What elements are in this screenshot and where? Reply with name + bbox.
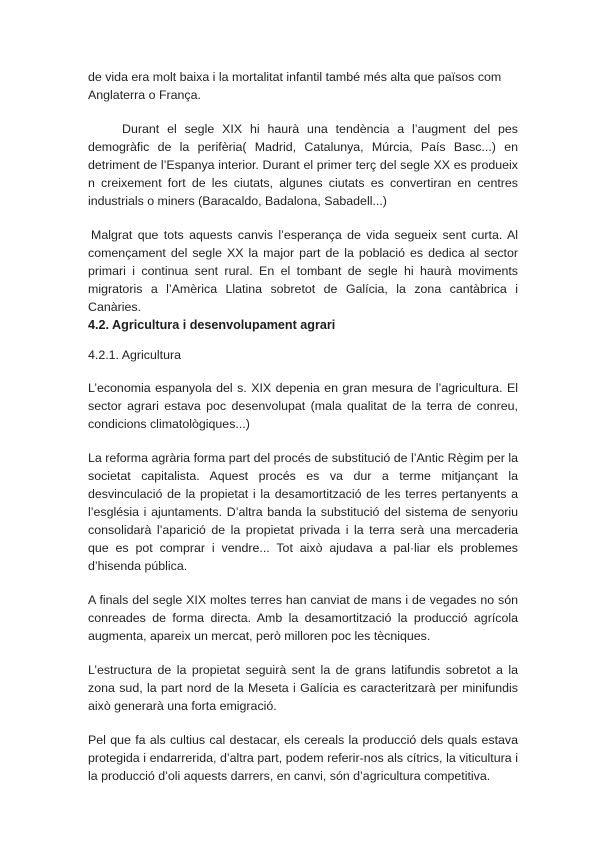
paragraph-crops: Pel que fa als cultius cal destacar, els cereals la producció dels quals estava protegida i endarrerida, d’altra part, podem referir-nos als cítrics, la viticultura i la producció d’oli aquests darrers, en canvi, són d’agricultura competitiva. xyxy=(88,733,518,783)
paragraph-life-expectancy: Malgrat que tots aquests canvis l’esperança de vida segueix sent curta. Al començament del segle XX la major part de la població es dedica al sector primari i continua sent rural. En el tombant de segle hi haurà moviments migratoris a l’Amèrica Llatina sobretot de Galícia, la zona cantàbrica i Canàries. xyxy=(88,228,518,314)
paragraph-agrarian-reform: La reforma agrària forma part del procés de substitució de l’Antic Règim per la societat capitalista. Aquest procés es va dur a terme mitjançant la desvinculació de la propietat i la desamortització de les terres pertanyents a l’església i ajuntaments. D’altra banda la substitució del sistema de senyoriu consolidarà l’aparició de la propietat privada i la terra serà una mercaderia que es pot comprar i vendre... Tot això ajudava a pal·liar els problemes d’hisenda pública. xyxy=(88,451,518,573)
section-heading: 4.2. Agricultura i desenvolupament agrari xyxy=(88,318,336,332)
subsection-heading: 4.2.1. Agricultura xyxy=(88,348,181,362)
paragraph-property-structure: L’estructura de la propietat seguirà sent la de grans latifundis sobretot a la zona sud, la part nord de la Meseta i Galícia es caracteritzarà per minifundis això generarà una forta emigració. xyxy=(88,663,518,713)
document-body xyxy=(88,68,518,801)
paragraph-infant-mortality: de vida era molt baixa i la mortalitat infantil també més alta que països com Anglaterra o França. xyxy=(88,70,502,102)
paragraph-demographic-growth: Durant el segle XIX hi haurà una tendència a l’augment del pes demogràfic de la perifèria( Madrid, Catalunya, Múrcia, País Basc...) en detriment de l’Espanya interior. Durant el primer terç del segle XX es produeix n creixement fort de les ciutats, algunes ciutats es convertiran en centres industrials o miners (Baracaldo, Badalona, Sabadell...) xyxy=(88,122,518,208)
paragraph-economy: L’economia espanyola del s. XIX depenia en gran mesura de l’agricultura. El sector agrari estava poc desenvolupat (mala qualitat de la terra de conreu, condicions climatològiques...) xyxy=(88,381,518,431)
paragraph-late-xix: A finals del segle XIX moltes terres han canviat de mans i de vegades no són conreades de forma directa. Amb la desamortització la producció agrícola augmenta, apareix un mercat, però milloren poc les tècniques. xyxy=(88,593,518,643)
